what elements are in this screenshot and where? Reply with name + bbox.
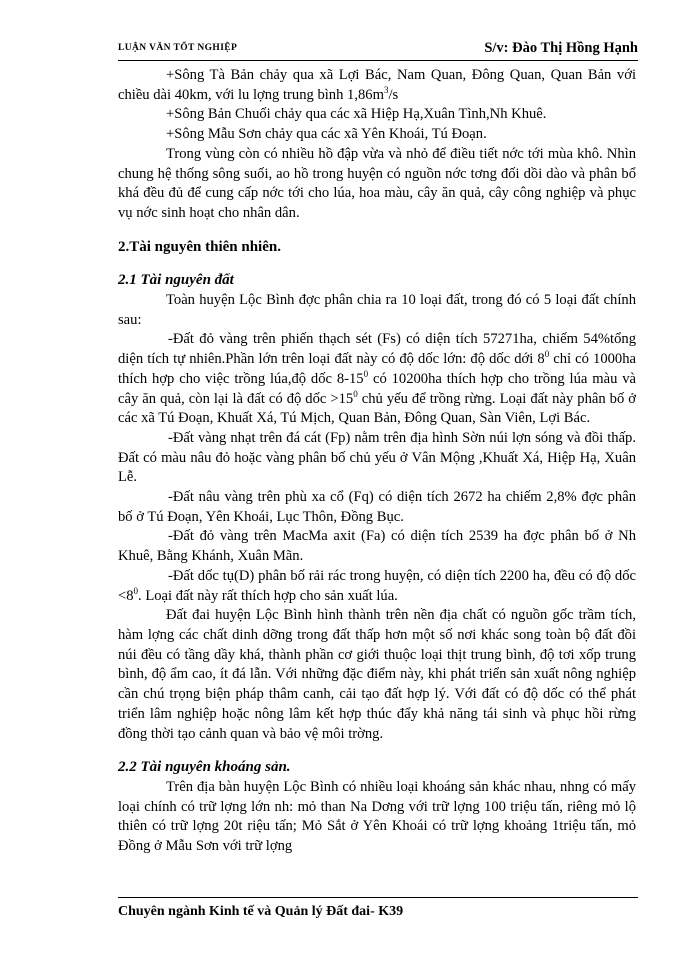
paragraph-land-intro: Toàn huyện Lộc Bình đợc phân chia ra 10 loại đất, trong đó có 5 loại đất chính sau:	[118, 292, 636, 328]
document-body	[118, 66, 636, 857]
paragraph-river-ban-chuoi: +Sông Bản Chuối chảy qua các xã Hiệp Hạ,Xuân Tình,Nh Khuê.	[166, 106, 547, 123]
paragraph-soil-fa: -Đất đỏ vàng trên MacMa axit (Fa) có diện tích 2539 ha đợc phân bố ở Nh Khuê, Bằng Khánh, Xuân Mãn.	[118, 528, 636, 565]
footer-divider	[118, 897, 638, 898]
paragraph-soil-fp: -Đất vàng nhạt trên đá cát (Fp) nằm trên địa hình Sờn núi lợn sóng và đồi thấp. Đất có màu nâu đỏ hoặc vàng phân bố chủ yếu ở Vân Mộng ,Khuất Xá, Hiệp Hạ, Xuân Lễ.	[118, 429, 636, 486]
paragraph-soil-d: -Đất dốc tụ(D) phân bố rải rác trong huyện, có diện tích 2200 ha, đều có độ dốc $<8^0$. Loại đất này rất thích hợp cho sản xuất lúa.	[118, 567, 636, 604]
page-header	[118, 40, 638, 58]
paragraph-minerals: Trên địa bàn huyện Lộc Bình có nhiều loại khoáng sản khác nhau, nhng có mấy loại chính có trữ lợng lớn nh: mỏ than Na Dơng với trữ lợng 100 triệu tấn, riêng mỏ lộ thiên có trữ lợng 20t riệu tấn; Mỏ Sắt ở Yên Khoái có trữ lợng khoảng 1triệu tấn, mỏ Đồng ở Mẫu Sơn với trữ lợng	[118, 778, 636, 855]
section-heading-natural-resources: 2.Tài nguyên thiên nhiên.	[118, 238, 281, 255]
subsection-heading-minerals: 2.2 Tài nguyên khoáng sản.	[118, 759, 291, 776]
paragraph-water-resources: Trong vùng còn có nhiều hồ đập vừa và nhỏ để điều tiết nớc tới mùa khô. Nhìn chung hệ thống sông suối, ao hồ trong huyện có nguồn nớc tơng đối dồi dào và phân bổ khá đều đủ để cung cấp nớc tới cho lúa, hoa màu, cây ăn quả, cây công nghiệp và phục vụ nớc sinh hoạt cho nhân dân.	[118, 145, 636, 221]
header-thesis-label: LUẬN VĂN TỐT NGHIỆP	[118, 43, 238, 53]
header-student-name: S/v: Đào Thị Hồng Hạnh	[484, 40, 638, 56]
paragraph-land-summary: Đất đai huyện Lộc Bình hình thành trên nền địa chất có nguồn gốc trầm tích, hàm lợng các chất dinh dỡng trong đất thấp hơn một số nơi khác song toàn bộ đất đồi núi đều có tầng dầy khá, thành phần cơ giới thuộc loại thịt trung bình, độ tơi xốp trung bình, độ ẩm cao, ít đá lẫn. Với những đặc điểm này, khi phát triển sản xuất nông nghiệp cần chú trọng biện pháp thâm canh, cải tạo đất hợp lý. Với đất có độ dốc có thể phát triển lâm nghiệp hoặc nông lâm kết hợp thúc đẩy khả năng tái sinh và phục hồi rừng đồng thời tạo cảnh quan và bảo vệ môi trờng.	[118, 607, 636, 742]
page-footer: Chuyên ngành Kinh tế và Quản lý Đất đai- K39	[118, 904, 404, 919]
paragraph-river-ta-ban: +Sông Tà Bản chảy qua xã Lợi Bác, Nam Quan, Đông Quan, Quan Bản với chiều dài 40km, với lu lợng trung bình $1,86m^3/s$	[118, 67, 636, 103]
subsection-heading-land: 2.1 Tài nguyên đất	[118, 272, 234, 289]
paragraph-soil-fq: -Đất nâu vàng trên phù xa cổ (Fq) có diện tích 2672 ha chiếm 2,8% đợc phân bố ở Tú Đoạn, Yên Khoái, Lục Thôn, Đồng Bục.	[118, 489, 636, 525]
paragraph-river-mau-son: +Sông Mẫu Sơn chảy qua các xã Yên Khoái, Tú Đoạn.	[166, 126, 487, 143]
header-divider	[118, 60, 638, 61]
paragraph-soil-fs: -Đất đỏ vàng trên phiến thạch sét (Fs) có diện tích 57271ha, chiếm 54%tổng diện tích tự nhiên.Phần lớn trên loại đất này có độ dốc lớn: độ dốc dới $8^0$ chỉ có 1000ha thích hợp cho việc trồng lúa,độ dốc $8-15^0$ có 10200ha thích hợp cho trồng lúa màu và cây ăn quả, còn lại là đất có độ dốc $>15^0$ chủ yếu để trồng rừng. Loại đất này phân bố ở các xã Tú Đoạn, Khuất Xá, Tú Mịch, Quan Bản, Đông Quan, Sàn Viên, Lợi Bác.	[118, 331, 636, 427]
